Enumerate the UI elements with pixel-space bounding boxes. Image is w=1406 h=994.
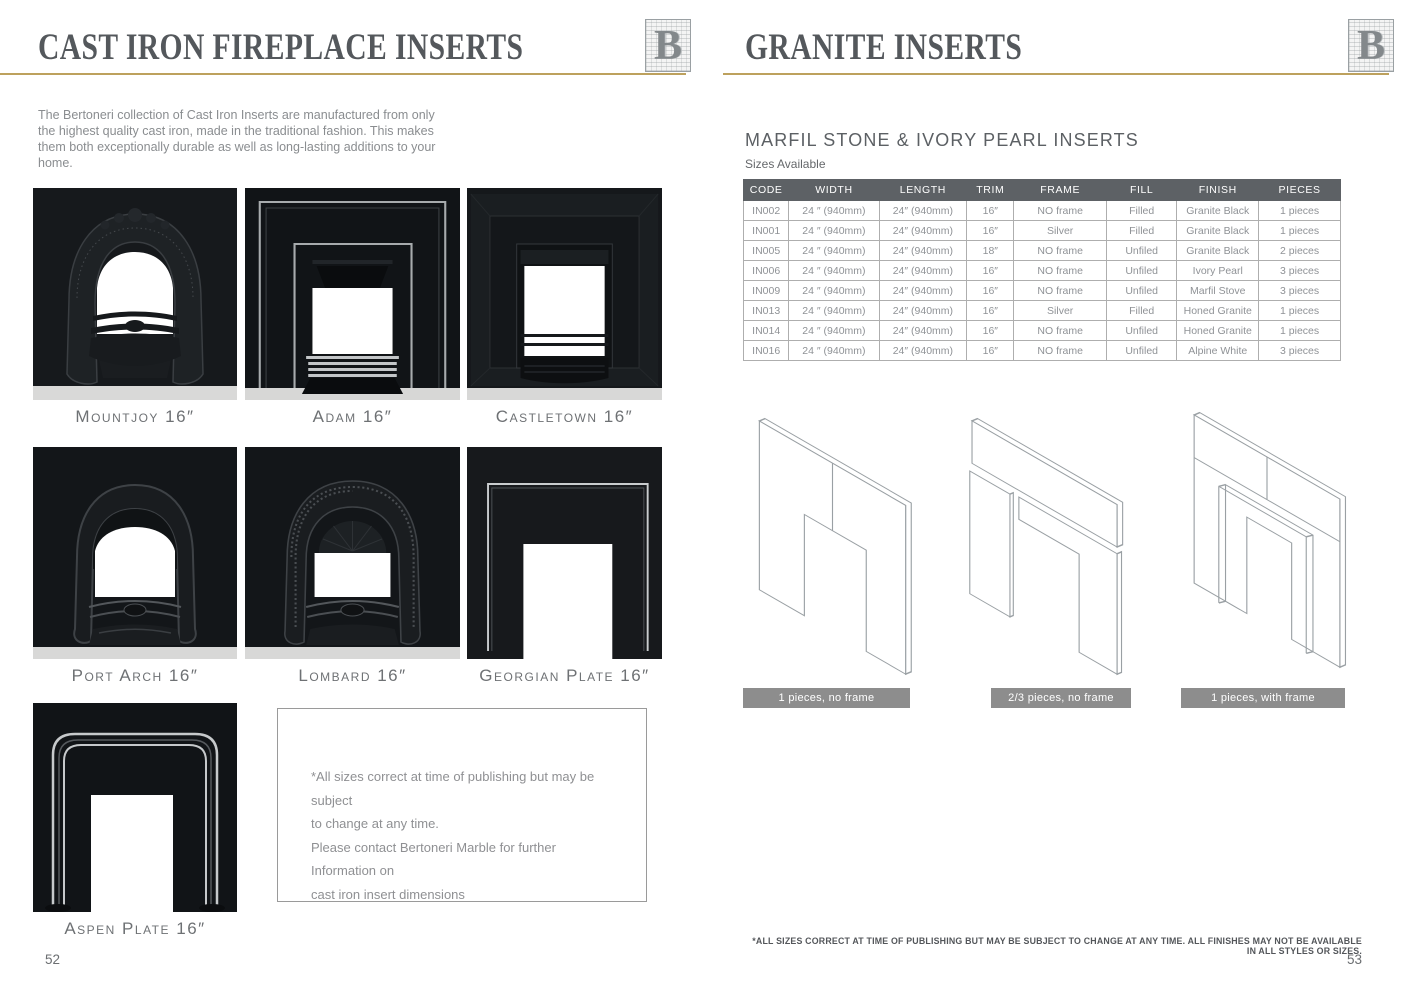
table-cell: 24″ (940mm)	[879, 341, 967, 361]
table-cell: NO frame	[1014, 321, 1107, 341]
table-cell: 24 ″ (940mm)	[789, 341, 879, 361]
caption-text: 1 pieces, with frame	[1211, 692, 1315, 704]
sizes-note-box	[277, 708, 647, 902]
gold-divider-rule	[0, 73, 686, 75]
table-cell: 1 pieces	[1259, 321, 1341, 341]
product-tile-mountjoy	[33, 188, 237, 427]
table-cell: 16″	[967, 301, 1014, 321]
table-cell: IN006	[744, 261, 789, 281]
table-cell: NO frame	[1014, 201, 1107, 221]
table-cell: 1 pieces	[1259, 301, 1341, 321]
diagram-one-piece-no-frame	[753, 412, 921, 682]
table-cell: 1 pieces	[1259, 221, 1341, 241]
table-cell: 24 ″ (940mm)	[789, 281, 879, 301]
table-cell: 24″ (940mm)	[879, 321, 967, 341]
bertoneri-monogram-logo	[645, 19, 691, 72]
table-cell: 24 ″ (940mm)	[789, 321, 879, 341]
table-cell: 2 pieces	[1259, 241, 1341, 261]
product-photo-mountjoy	[33, 188, 237, 400]
table-cell: 16″	[967, 261, 1014, 281]
table-row	[744, 261, 1341, 281]
table-column-header: FILL	[1106, 180, 1176, 201]
table-cell: Granite Black	[1177, 221, 1259, 241]
table-row	[744, 281, 1341, 301]
table-row	[744, 241, 1341, 261]
table-cell: 3 pieces	[1259, 341, 1341, 361]
isometric-panel-drawing	[753, 412, 921, 682]
product-label-castletown: Castletown 16″	[495, 407, 634, 426]
intro-text: The Bertoneri collection of Cast Iron Inserts are manufactured from only the highest quality cast iron, made in the traditional fashion. This makes them both exceptionally durable as well as long-lasting additions to your home.	[38, 108, 436, 170]
table-cell: 1 pieces	[1259, 201, 1341, 221]
table-cell: 16″	[967, 281, 1014, 301]
product-tile-adam	[245, 188, 460, 427]
disclaimer-text: *ALL SIZES CORRECT AT TIME OF PUBLISHING BUT MAY BE SUBJECT TO CHANGE AT ANY TIME. ALL FINISHES MAY NOT BE AVAILABLE IN ALL STYLES OR SIZES.	[752, 936, 1362, 956]
table-column-header: CODE	[744, 180, 789, 201]
table-cell: 24″ (940mm)	[879, 261, 967, 281]
product-tile-georgian-plate	[467, 447, 662, 686]
note-line: to change at any time.	[311, 816, 439, 831]
product-label-port-arch: Port Arch 16″	[71, 666, 199, 685]
page-number-left: 52	[45, 952, 61, 967]
table-cell: 24 ″ (940mm)	[789, 301, 879, 321]
table-column-header: FRAME	[1014, 180, 1107, 201]
table-column-header: WIDTH	[789, 180, 879, 201]
page-number-right: 53	[1346, 952, 1362, 967]
table-cell: Unfiled	[1106, 261, 1176, 281]
table-cell: Ivory Pearl	[1177, 261, 1259, 281]
table-cell: IN005	[744, 241, 789, 261]
table-cell: Unfiled	[1106, 281, 1176, 301]
table-cell: 24″ (940mm)	[879, 201, 967, 221]
product-photo-port-arch	[33, 447, 237, 659]
table-cell: IN014	[744, 321, 789, 341]
table-column-header: PIECES	[1259, 180, 1341, 201]
page-title: CAST IRON FIREPLACE INSERTS	[38, 27, 524, 68]
page-title: GRANITE INSERTS	[745, 27, 1023, 68]
product-photo-castletown	[467, 188, 662, 400]
isometric-panel-drawing	[1177, 406, 1357, 684]
table-cell: 24″ (940mm)	[879, 281, 967, 301]
table-cell: 24 ″ (940mm)	[789, 241, 879, 261]
sizes-table-header-row	[744, 180, 1341, 201]
table-cell: IN013	[744, 301, 789, 321]
table-cell: IN002	[744, 201, 789, 221]
sizes-table-body	[744, 201, 1341, 361]
product-photo-lombard	[245, 447, 460, 659]
table-row	[744, 321, 1341, 341]
table-row	[744, 201, 1341, 221]
table-cell: Granite Black	[1177, 241, 1259, 261]
table-cell: NO frame	[1014, 241, 1107, 261]
table-cell: Alpine White	[1177, 341, 1259, 361]
table-cell: Silver	[1014, 221, 1107, 241]
note-line: *All sizes correct at time of publishing but may be subject	[311, 769, 595, 808]
table-cell: IN009	[744, 281, 789, 301]
table-cell: 24″ (940mm)	[879, 221, 967, 241]
table-cell: 24 ″ (940mm)	[789, 221, 879, 241]
gold-divider-rule	[723, 73, 1389, 75]
product-tile-port-arch	[33, 447, 237, 686]
table-cell: 24″ (940mm)	[879, 241, 967, 261]
bertoneri-monogram-logo	[1348, 19, 1394, 72]
table-cell: Unfiled	[1106, 321, 1176, 341]
sizes-table	[743, 179, 1341, 361]
table-cell: 18″	[967, 241, 1014, 261]
product-label-mountjoy: Mountjoy 16″	[75, 407, 195, 426]
table-column-header: FINISH	[1177, 180, 1259, 201]
table-cell: Unfiled	[1106, 241, 1176, 261]
table-cell: Filled	[1106, 221, 1176, 241]
diagram-two-three-pieces-no-frame	[965, 412, 1133, 682]
table-cell: NO frame	[1014, 281, 1107, 301]
diagram-caption-one-piece-no-frame	[743, 688, 910, 708]
product-photo-adam	[245, 188, 460, 400]
note-line: cast iron insert dimensions	[311, 886, 465, 902]
product-label-lombard: Lombard 16″	[298, 666, 407, 685]
table-cell: 24″ (940mm)	[879, 301, 967, 321]
table-row	[744, 221, 1341, 241]
caption-text: 2/3 pieces, no frame	[1008, 692, 1114, 704]
table-cell: IN001	[744, 221, 789, 241]
table-row	[744, 341, 1341, 361]
table-cell: Honed Granite	[1177, 301, 1259, 321]
table-column-header: TRIM	[967, 180, 1014, 201]
product-label-adam: Adam 16″	[312, 407, 393, 426]
diagram-caption-one-piece-with-frame	[1181, 688, 1345, 708]
page-granite-inserts	[703, 0, 1406, 994]
table-cell: 3 pieces	[1259, 281, 1341, 301]
product-label-georgian-plate: Georgian Plate 16″	[479, 666, 650, 685]
table-cell: Honed Granite	[1177, 321, 1259, 341]
product-photo-georgian-plate	[467, 447, 662, 659]
table-cell: 16″	[967, 321, 1014, 341]
table-cell: 24 ″ (940mm)	[789, 261, 879, 281]
section-title: MARFIL STONE & IVORY PEARL INSERTS	[745, 129, 1139, 150]
table-column-header: LENGTH	[879, 180, 967, 201]
table-cell: Marfil Stove	[1177, 281, 1259, 301]
product-label-aspen-plate: Aspen Plate 16″	[64, 919, 206, 938]
sizes-available-label: Sizes Available	[745, 157, 826, 171]
table-cell: 16″	[967, 201, 1014, 221]
table-cell: NO frame	[1014, 341, 1107, 361]
product-photo-aspen-plate	[33, 703, 237, 912]
table-cell: IN016	[744, 341, 789, 361]
table-cell: 3 pieces	[1259, 261, 1341, 281]
table-cell: 24 ″ (940mm)	[789, 201, 879, 221]
product-tile-castletown	[467, 188, 662, 427]
table-cell: 16″	[967, 341, 1014, 361]
caption-text: 1 pieces, no frame	[778, 692, 875, 704]
table-cell: NO frame	[1014, 261, 1107, 281]
table-cell: Unfiled	[1106, 341, 1176, 361]
table-cell: Filled	[1106, 301, 1176, 321]
table-cell: Granite Black	[1177, 201, 1259, 221]
diagram-one-piece-with-frame	[1177, 406, 1357, 684]
table-cell: 16″	[967, 221, 1014, 241]
product-tile-aspen-plate	[33, 703, 237, 939]
diagram-caption-two-three-pieces-no-frame	[991, 688, 1131, 708]
table-row	[744, 301, 1341, 321]
monogram-letter: B	[653, 22, 682, 69]
note-line: Please contact Bertoneri Marble for further Information on	[311, 839, 556, 878]
monogram-letter: B	[1356, 22, 1385, 69]
isometric-panel-drawing	[965, 412, 1133, 682]
table-cell: Silver	[1014, 301, 1107, 321]
table-cell: Filled	[1106, 201, 1176, 221]
product-tile-lombard	[245, 447, 460, 686]
